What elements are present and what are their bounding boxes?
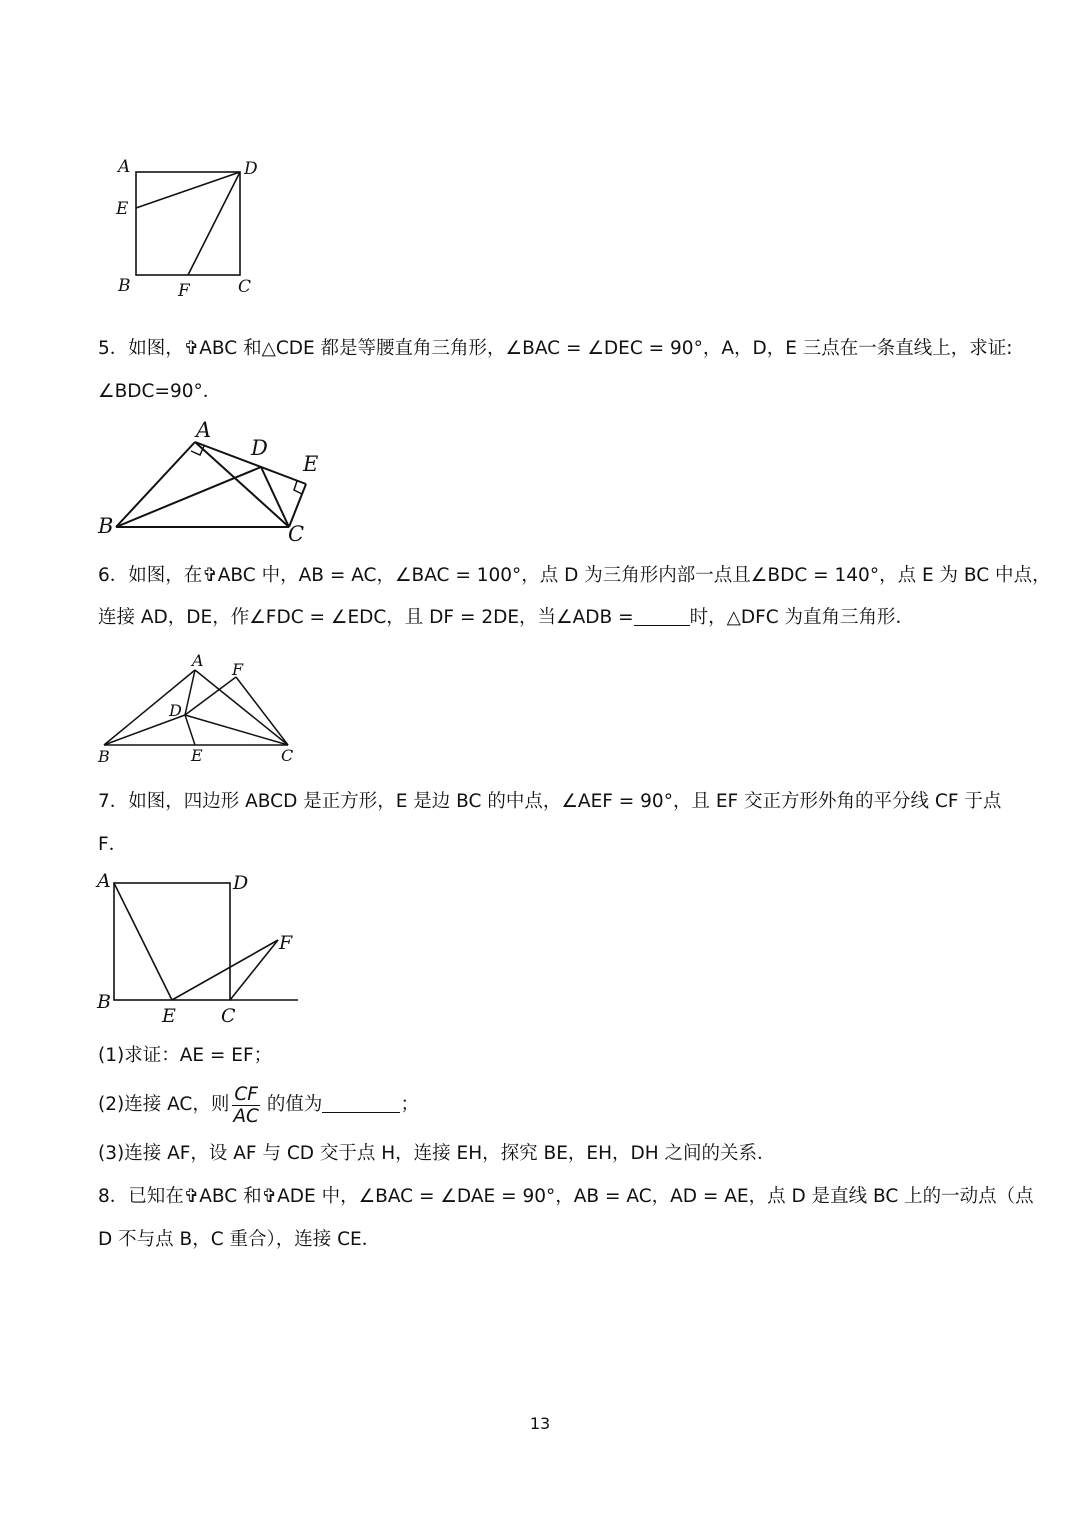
figure-q5-svg xyxy=(95,415,335,550)
label-c: C xyxy=(238,277,252,297)
q6-text-line2-part1: 连接 AD，DE，作∠FDC = ∠EDC，且 DF = 2DE，当∠ADB = xyxy=(98,607,634,628)
label-e: E xyxy=(303,452,319,476)
label-a: A xyxy=(97,870,111,892)
q7-sub2-part2: 的值为 xyxy=(266,1094,323,1115)
label-f: F xyxy=(178,281,190,301)
segment-bd xyxy=(116,467,261,527)
label-d: D xyxy=(251,436,268,460)
fraction-cf-over-ac xyxy=(231,1084,261,1127)
segment-ab xyxy=(116,442,195,527)
label-b: B xyxy=(118,276,131,296)
square-abcd xyxy=(136,172,240,275)
q7-sub2-part3: ； xyxy=(400,1094,419,1115)
q7-sub1: (1)求证：AE = EF； xyxy=(98,1045,273,1066)
label-d: D xyxy=(169,701,182,720)
label-e: E xyxy=(116,199,129,219)
q6-text-line2-part2: 时，△DFC 为直角三角形． xyxy=(689,607,915,628)
figure-q4-svg xyxy=(100,150,280,310)
label-a: A xyxy=(196,418,212,442)
segment-de xyxy=(185,715,195,745)
label-e: E xyxy=(191,746,203,765)
label-f: F xyxy=(232,660,244,679)
fraction-denominator: AC xyxy=(233,1105,259,1127)
label-d: D xyxy=(233,872,249,894)
segment-ac xyxy=(195,442,289,527)
q8-text-line2: D 不与点 B，C 重合），连接 CE． xyxy=(98,1229,381,1250)
segment-cf xyxy=(230,940,278,1000)
q6-text-line2 xyxy=(98,605,914,631)
answer-blank-q6[interactable] xyxy=(634,607,690,626)
figure-triangle-abc-q6 xyxy=(95,650,305,770)
q7-sub2-part1: (2)连接 AC，则 xyxy=(98,1094,230,1115)
segment-fc xyxy=(236,677,288,745)
q7-sub2 xyxy=(98,1082,419,1128)
q7-text-line2: F． xyxy=(98,834,128,855)
label-f: F xyxy=(279,932,293,954)
segment-ac xyxy=(195,670,288,745)
segment-dc xyxy=(185,715,288,745)
segment-ec xyxy=(289,484,306,527)
label-c: C xyxy=(281,746,294,765)
label-b: B xyxy=(97,991,111,1013)
figure-square-abcd-q4 xyxy=(100,150,280,310)
figure-isosceles-right-triangles-q5 xyxy=(95,415,335,550)
label-d: D xyxy=(244,159,258,179)
label-e: E xyxy=(162,1005,176,1027)
figure-q6-svg xyxy=(95,650,305,770)
q7-text-line1: 7．如图，四边形 ABCD 是正方形，E 是边 BC 的中点，∠AEF = 90°，且 EF 交正方形外角的平分线 CF 于点 xyxy=(98,791,1002,812)
q5-text-line1: 5．如图，✞ABC 和△CDE 都是等腰直角三角形，∠BAC = ∠DEC = 90°，A，D，E 三点在一条直线上，求证: xyxy=(98,338,1013,359)
label-b: B xyxy=(98,514,114,538)
page-number: 13 xyxy=(529,1414,551,1433)
label-a: A xyxy=(192,651,204,670)
figure-square-abcd-q7 xyxy=(95,865,310,1030)
segment-ae xyxy=(114,883,172,1000)
q8-text-line1: 8．已知在✞ABC 和✞ADE 中，∠BAC = ∠DAE = 90°，AB = AC，AD = AE，点 D 是直线 BC 上的一动点（点 xyxy=(98,1186,1034,1207)
figure-q7-svg xyxy=(95,865,310,1030)
q5-text-line2: ∠BDC=90°． xyxy=(98,381,222,402)
square-abcd xyxy=(114,883,230,1000)
fraction-numerator: CF xyxy=(234,1083,258,1105)
label-a: A xyxy=(118,157,131,177)
segment-ef xyxy=(172,940,278,1000)
q6-text-line1: 6．如图，在✞ABC 中，AB = AC，∠BAC = 100°，点 D 为三角形内部一点且∠BDC = 140°，点 E 为 BC 中点， xyxy=(98,565,1051,586)
answer-blank-q7[interactable] xyxy=(322,1094,400,1113)
label-b: B xyxy=(98,747,110,766)
q7-sub3: (3)连接 AF，设 AF 与 CD 交于点 H，连接 EH，探究 BE，EH，DH 之间的关系． xyxy=(98,1143,776,1164)
label-c: C xyxy=(221,1005,236,1027)
label-c: C xyxy=(288,522,305,546)
